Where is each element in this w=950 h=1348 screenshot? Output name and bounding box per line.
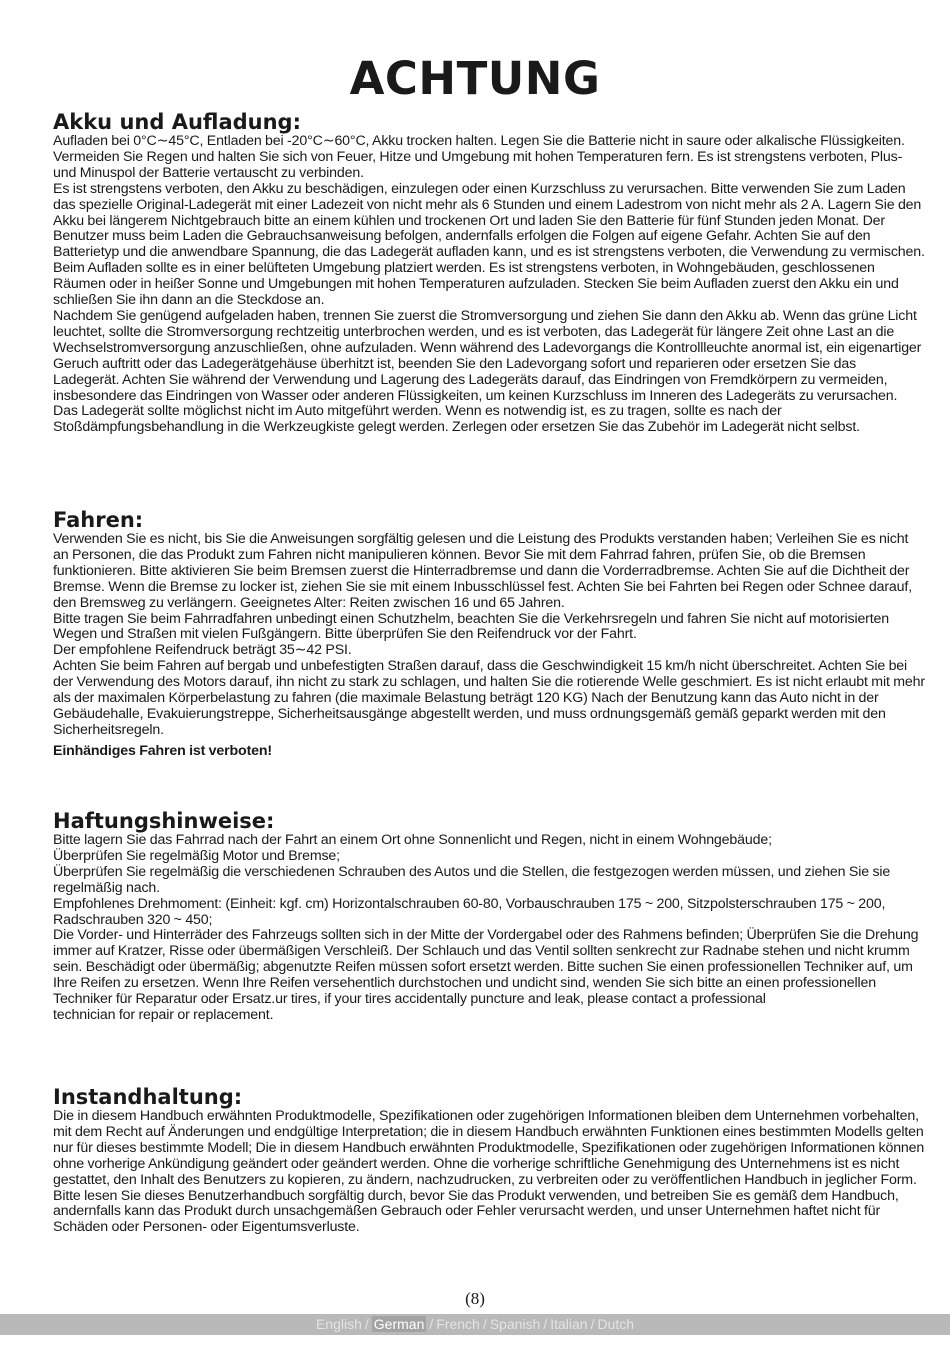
language-dutch[interactable]: Dutch — [597, 1316, 635, 1332]
language-separator: / — [429, 1316, 434, 1332]
language-english[interactable]: English — [315, 1316, 362, 1332]
language-separator: / — [364, 1316, 369, 1332]
paragraph: Die Vorder- und Hinterräder des Fahrzeugs sollten sich in der Mitte der Vordergabel oder des Rahmens befinden; Überprüfen Sie die Drehung immer auf Kratzer, Risse oder übermäßigen Verschleiß. Der Schlauch und das Ventil sollten senkrecht zur Radnabe stehen und nicht krumm sein. Beschädigt oder übermäßig; abgenutzte Reifen müssen sofort ersetzt werden. Bitte suchen Sie einen professionellen Techniker auf, um Ihre Reifen zu ersetzen. Wenn Ihre Reifen versehentlich durchstochen und undicht sind, wenden Sie sich bitte an einen professionellen Techniker für Reparatur oder Ersatz.ur tires, if your tires accidentally puncture and leak, please contact a professional — [53, 927, 919, 1008]
paragraph: Bitte tragen Sie beim Fahrradfahren unbedingt einen Schutzhelm, beachten Sie die Verkehrsregeln und fahren Sie nicht auf motorisierten Wegen und Straßen mit vielen Fußgängern. Bitte überprüfen Sie den Reifendruck vor der Fahrt. — [53, 610, 890, 643]
paragraph: Das Ladegerät sollte möglichst nicht im Auto mitgeführt werden. Wenn es notwendig ist, es zu tragen, sollte es nach der Stoßdämpfungsbehandlung in die Werkzeugkiste gelegt werden. Zerlegen oder ersetzen Sie das Zubehör im Ladegerät nicht selbst. — [53, 403, 860, 436]
section-akku-und-aufladung — [53, 110, 925, 436]
language-separator: / — [482, 1316, 487, 1332]
language-separator: / — [590, 1316, 595, 1332]
section-heading: Haftungshinweise: — [53, 809, 275, 833]
paragraph: Überprüfen Sie regelmäßig Motor und Bremse; — [53, 847, 340, 864]
warning-note: Einhändiges Fahren ist verboten! — [53, 742, 272, 759]
page-title: ACHTUNG — [349, 52, 601, 105]
language-german[interactable]: German — [373, 1316, 425, 1332]
section-heading: Akku und Aufladung: — [53, 110, 301, 134]
language-french[interactable]: French — [436, 1316, 480, 1332]
paragraph: Die in diesem Handbuch erwähnten Produktmodelle, Spezifikationen oder zugehörigen Informationen bleiben dem Unternehmen vorbehalten, mit dem Recht auf Änderungen und endgültige Interpretation; die in diesem Handbuch erwähnten Funktionen eines bestimmten Modells gelten nur für dieses bestimmte Modell; Die in diesem Handbuch erwähnten Produktmodelle, Spezifikationen oder zugehörigen Informationen können ohne vorherige Ankündigung geändert oder geändert werden. Ohne die vorherige schriftliche Genehmigung des Unternehmens ist es nicht gestattet, den Inhalt des Benutzers zu kopieren, zu ändern, nachzudrucken, zu verbreiten oder zu veröffentlichen Handbuch in jeglicher Form. Bitte lesen Sie dieses Benutzerhandbuch sorgfältig durch, bevor Sie das Produkt verwenden, und betreiben Sie es gemäß dem Handbuch, andernfalls kann das Produkt durch unsachgemäßen Gebrauch oder Fehler verursacht werden, und unser Unternehmen haftet nicht für Schäden oder Personen- oder Eigentumsverluste. — [53, 1108, 925, 1236]
paragraph: Überprüfen Sie regelmäßig die verschiedenen Schrauben des Autos und die Stellen, die festgezogen werden müssen, und ziehen Sie sie regelmäßig nach. — [53, 863, 891, 896]
language-spanish[interactable]: Spanish — [489, 1316, 541, 1332]
section-instandhaltung — [53, 1085, 925, 1236]
paragraph: Nachdem Sie genügend aufgeladen haben, trennen Sie zuerst die Stromversorgung und ziehen Sie dann den Akku ab. Wenn das grüne Licht leuchtet, sollte die Stromversorgung rechtzeitig unterbrochen werden, und es ist verboten, das Ladegerät für längere Zeit ohne Last an die Wechselstromversorgung anzuschließen, ohne aufzuladen. Wenn während des Ladevorgangs die Kontrollleuchte anormal ist, ein eigenartiger Geruch auftritt oder das Ladegerätgehäuse überhitzt ist, beenden Sie den Ladevorgang sofort und reparieren oder ersetzen Sie das Ladegerät. Achten Sie während der Verwendung und Lagerung des Ladegeräts darauf, das Eindringen von Fremdkörpern zu vermeiden, insbesondere das Eindringen von Wasser oder anderen Flüssigkeiten, um keinen Kurzschluss im Inneren des Ladegeräts zu verursachen. — [53, 307, 922, 404]
section-heading: Fahren: — [53, 508, 144, 532]
language-italian[interactable]: Italian — [550, 1316, 588, 1332]
paragraph: Empfohlenes Drehmoment: (Einheit: kgf. cm) Horizontalschrauben 60-80, Vorbauschrauben 175 ~ 200, Sitzpolsterschrauben 175 ~ 200, Radschrauben 320 ~ 450; — [53, 895, 886, 928]
language-separator: / — [543, 1316, 548, 1332]
paragraph: Verwenden Sie es nicht, bis Sie die Anweisungen sorgfältig gelesen und die Leistung des Produkts verstanden haben; Verleihen Sie es nicht an Personen, die das Produkt zum Fahren nicht manipulieren können. Bevor Sie mit dem Fahrrad fahren, prüfen Sie, ob die Bremsen funktionieren. Bitte aktivieren Sie beim Bremsen zuerst die Hinterradbremse und dann die Vorderradbremse. Achten Sie auf die Dichtheit der Bremse. Wenn die Bremse zu locker ist, ziehen Sie sie mit einem Inbusschlüssel fest. Achten Sie bei Fahrten bei Regen oder Schnee darauf, den Bremsweg zu verlängern. Geeignetes Alter: Reiten zwischen 16 und 65 Jahren. — [53, 531, 912, 611]
paragraph: Es ist strengstens verboten, den Akku zu beschädigen, einzulegen oder einen Kurzschluss zu verursachen. Bitte verwenden Sie zum Laden das spezielle Original-Ladegerät mit einer Ladezeit von nicht mehr als 6 Stunden und einem Ladestrom von nicht mehr als 2 A. Lagern Sie den Akku bei längerem Nichtgebrauch bitte an einem kühlen und trockenen Ort und laden Sie den Batterie für fünf Stunden jeden Monat. Der Benutzer muss beim Laden die Gebrauchsanweisung befolgen, andernfalls erfolgen die Folgen auf eigene Gefahr. Achten Sie auf den Batterietyp und die anwendbare Spannung, die das Ladegerät aufladen kann, und es ist strengstens verboten, die Verwendung zu vermischen. Beim Aufladen sollte es in einer belüfteten Umgebung platziert werden. Es ist strengstens verboten, in Wohngebäuden, geschlossenen Räumen oder in heißer Sonne und Umgebungen mit hohen Temperaturen aufzuladen. Stecken Sie beim Aufladen zuerst den Akku ein und schließen Sie ihn dann an die Steckdose an. — [53, 180, 925, 309]
page-number: (8) — [465, 1289, 485, 1308]
paragraph: technician for repair or replacement. — [53, 1006, 274, 1023]
paragraph: Bitte lagern Sie das Fahrrad nach der Fahrt an einem Ort ohne Sonnenlicht und Regen, nicht in einem Wohngebäude; — [53, 832, 772, 848]
paragraph: Der empfohlene Reifendruck beträgt 35∼42 PSI. — [53, 642, 352, 659]
section-haftungshinweise — [53, 809, 925, 1024]
section-fahren — [53, 508, 925, 760]
language-bar — [0, 1314, 950, 1335]
section-heading: Instandhaltung: — [53, 1085, 243, 1109]
paragraph: Achten Sie beim Fahren auf bergab und unbefestigten Straßen darauf, dass die Geschwindigkeit 15 km/h nicht überschreitet. Achten Sie bei der Verwendung des Motors darauf, ihn nicht zu stark zu schlagen, und halten Sie die rotierende Welle geschmiert. Es ist nicht erlaubt mit mehr als der maximalen Körperbelastung zu fahren (die maximale Belastung beträgt 120 KG) Nach der Benutzung kann das Auto nicht in der Gebäudehalle, Evakuierungstreppe, Sicherheitsausgänge abgestellt werden, und muss ordnungsgemäß gemäß geparkt werden mit den Sicherheitsregeln. — [53, 658, 925, 738]
paragraph: Aufladen bei 0°C∼45°C, Entladen bei -20°C∼60°C, Akku trocken halten. Legen Sie die Batterie nicht in saure oder alkalische Flüssigkeiten. Vermeiden Sie Regen und halten Sie sich von Feuer, Hitze und Umgebung mit hohen Temperaturen fern. Es ist strengstens verboten, Plus- und Minuspol der Batterie vertauscht zu verbinden. — [53, 133, 905, 181]
